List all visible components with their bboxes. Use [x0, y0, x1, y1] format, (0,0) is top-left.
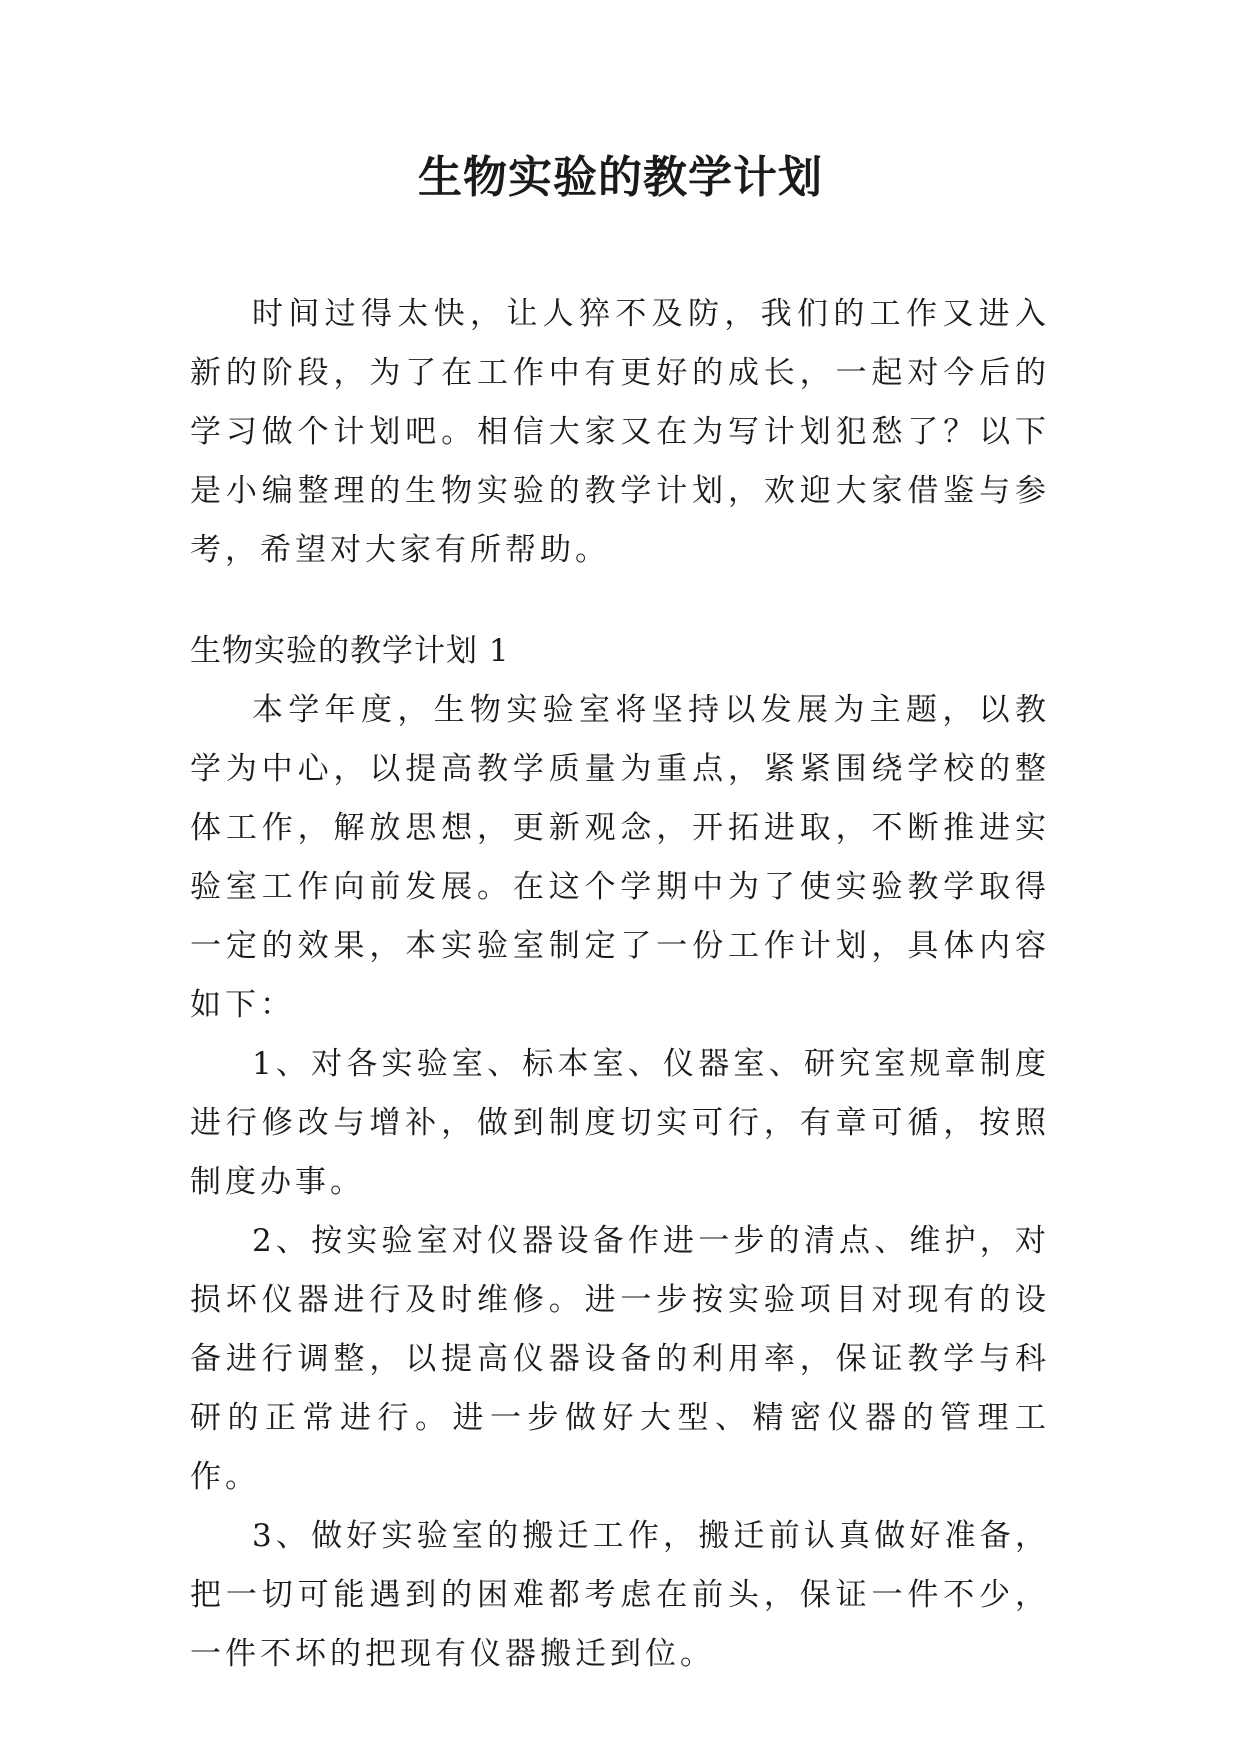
body-paragraph-overview: 本学年度，生物实验室将坚持以发展为主题，以教学为中心，以提高教学质量为重点，紧紧围绕学校的整体工作，解放思想，更新观念，开拓进取，不断推进实验室工作向前发展。在这个学期中为了使实验教学取得一定的效果，本实验室制定了一份工作计划，具体内容如下：: [190, 692, 1050, 1023]
intro-paragraph: 时间过得太快，让人猝不及防，我们的工作又进入新的阶段，为了在工作中有更好的成长，一起对今后的学习做个计划吧。相信大家又在为写计划犯愁了？以下是小编整理的生物实验的教学计划，欢迎大家借鉴与参考，希望对大家有所帮助。: [190, 296, 1050, 568]
paragraph-gap: [190, 580, 1050, 622]
body-paragraph-item-2: 2、按实验室对仪器设备作进一步的清点、维护，对损坏仪器进行及时维修。进一步按实验项目对现有的设备进行调整，以提高仪器设备的利用率，保证教学与科研的正常进行。进一步做好大型、精密仪器的管理工作。: [190, 1223, 1050, 1495]
body-paragraph-item-1: 1、对各实验室、标本室、仪器室、研究室规章制度进行修改与增补，做到制度切实可行，有章可循，按照制度办事。: [190, 1046, 1050, 1200]
section-heading: 生物实验的教学计划 1: [190, 633, 510, 669]
body-paragraph-item-3: 3、做好实验室的搬迁工作，搬迁前认真做好准备，把一切可能遇到的困难都考虑在前头，保证一件不少，一件不坏的把现有仪器搬迁到位。: [190, 1518, 1050, 1672]
document-body: [190, 285, 1050, 1684]
document-title: 生物实验的教学计划: [418, 152, 823, 203]
